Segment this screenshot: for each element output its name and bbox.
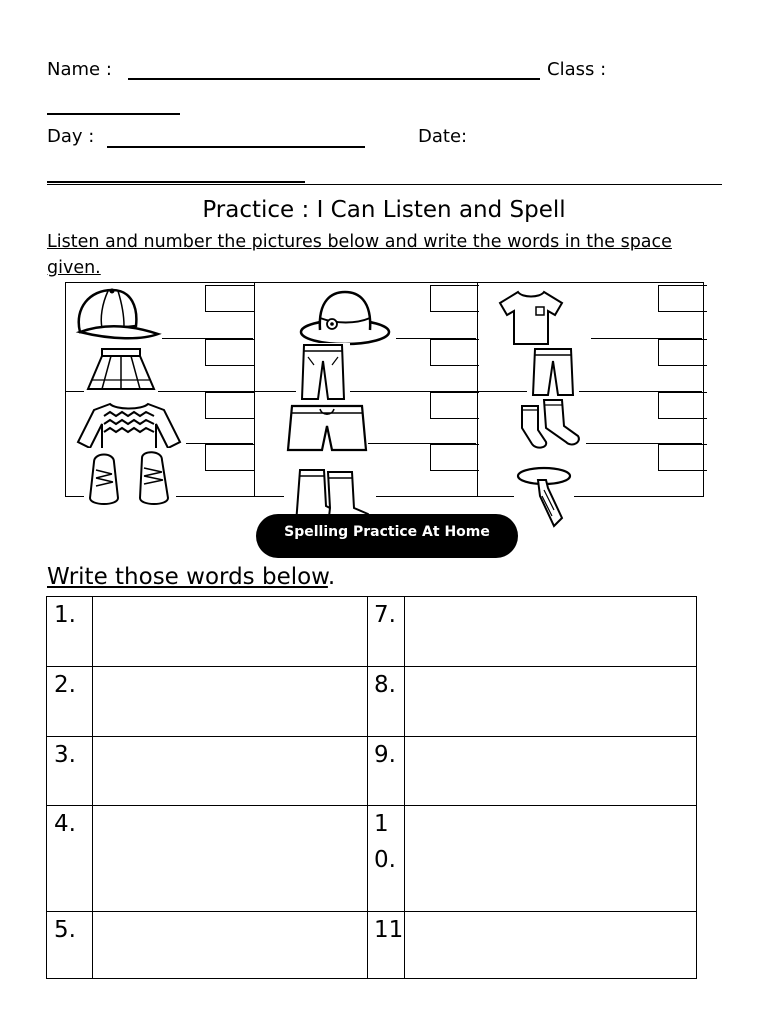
number-box[interactable] (430, 285, 479, 312)
sweater-icon (74, 400, 184, 452)
word-blank[interactable] (405, 667, 697, 737)
write-line[interactable] (586, 443, 702, 444)
row-number: 10. (368, 806, 405, 912)
row-number: 9. (368, 737, 405, 806)
number-box[interactable] (205, 339, 254, 366)
spelling-practice-badge (256, 514, 518, 558)
table-row (47, 667, 697, 737)
row-number: 3. (47, 737, 93, 806)
table-row (47, 597, 697, 667)
write-line[interactable] (591, 338, 702, 339)
row-number: 1. (47, 597, 93, 667)
word-blank[interactable] (93, 597, 368, 667)
word-table (46, 596, 697, 979)
sun-hat-icon (298, 288, 392, 348)
word-blank[interactable] (405, 597, 697, 667)
word-blank[interactable] (93, 912, 368, 979)
name-label: Name : (47, 59, 112, 80)
day-line[interactable] (107, 146, 365, 148)
date-label: Date: (418, 126, 468, 147)
word-blank[interactable] (405, 912, 697, 979)
row-number: 7. (368, 597, 405, 667)
trousers-icon (527, 347, 579, 397)
number-box[interactable] (658, 339, 707, 366)
number-box[interactable] (205, 444, 254, 471)
name-line[interactable] (128, 78, 540, 80)
skirt-icon (84, 347, 158, 395)
write-line[interactable] (161, 338, 253, 339)
write-heading (47, 564, 335, 590)
number-box[interactable] (658, 392, 707, 419)
write-line[interactable] (396, 338, 476, 339)
number-box[interactable] (658, 444, 707, 471)
row-number: 8. (368, 667, 405, 737)
shorts-icon (286, 404, 368, 454)
word-blank[interactable] (93, 667, 368, 737)
cap-icon (72, 286, 162, 344)
class-label: Class : (547, 59, 607, 80)
class-line[interactable] (47, 113, 180, 115)
row-number: 4. (47, 806, 93, 912)
table-row (47, 806, 697, 912)
write-line[interactable] (186, 443, 253, 444)
day-label: Day : (47, 126, 95, 147)
page-title: Practice : I Can Listen and Spell (202, 197, 566, 223)
number-box[interactable] (430, 339, 479, 366)
number-box[interactable] (205, 392, 254, 419)
word-blank[interactable] (405, 806, 697, 912)
word-blank[interactable] (93, 737, 368, 806)
badge-text: Spelling Practice At Home (284, 524, 490, 540)
grid-midline (66, 391, 702, 392)
table-row (47, 737, 697, 806)
jeans-icon (296, 343, 350, 401)
date-line[interactable] (47, 181, 305, 183)
number-box[interactable] (205, 285, 254, 312)
write-heading-period: . (327, 564, 336, 590)
number-box[interactable] (430, 392, 479, 419)
instruction-text: Listen and number the pictures below and write the words in the space given. (47, 232, 672, 278)
write-heading-text: Write those words below (47, 564, 328, 590)
sneakers-icon (84, 448, 176, 508)
number-box[interactable] (430, 444, 479, 471)
write-line[interactable] (366, 443, 476, 444)
word-blank[interactable] (93, 806, 368, 912)
row-number: 5. (47, 912, 93, 979)
t-shirt-icon (498, 289, 564, 347)
row-number: 2. (47, 667, 93, 737)
tie-icon (514, 466, 574, 530)
word-blank[interactable] (405, 737, 697, 806)
grid-divider (254, 283, 255, 496)
number-box[interactable] (658, 285, 707, 312)
row-number: 11 (368, 912, 405, 979)
socks-icon (516, 398, 584, 452)
header-rule (47, 184, 722, 185)
table-row (47, 912, 697, 979)
